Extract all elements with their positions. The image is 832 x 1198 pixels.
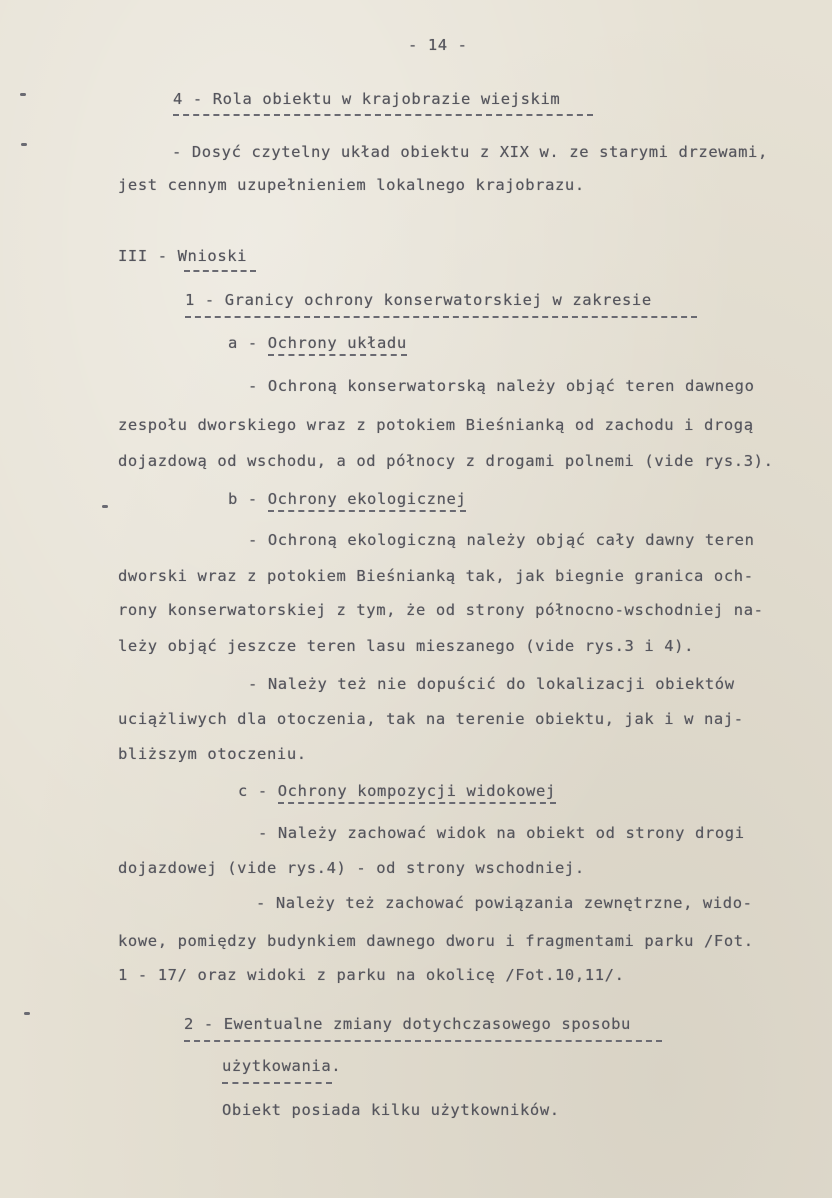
subsection-2-underline-1 (184, 1040, 662, 1042)
point-b-letter: b - (228, 490, 268, 508)
point-b-line-3: rony konserwatorskiej z tym, że od strony północno-wschodniej na- (118, 601, 764, 619)
section-4-title: Rola obiektu w krajobrazie wiejskim (212, 90, 561, 108)
point-a-line-3: dojazdową od wschodu, a od północy z drogami polnemi (vide rys.3). (118, 452, 774, 470)
section-3-underline (184, 270, 256, 272)
section-4-heading (173, 90, 560, 108)
point-a-line-1: - Ochroną konserwatorską należy objąć teren dawnego (248, 377, 755, 395)
section-3-heading (118, 247, 247, 265)
point-c-line-2: dojazdowej (vide rys.4) - od strony wschodniej. (118, 859, 585, 877)
point-b-line-7: bliższym otoczeniu. (118, 745, 307, 763)
section-4-number: 4 - (173, 90, 213, 108)
point-c-title: Ochrony kompozycji widokowej (278, 782, 556, 804)
subsection-2-underline-2 (222, 1082, 332, 1084)
point-b-line-1: - Ochroną ekologiczną należy objąć cały dawny teren (248, 531, 755, 549)
subsection-2-text: Obiekt posiada kilku użytkowników. (222, 1101, 560, 1119)
point-a-title: Ochrony układu (268, 334, 407, 356)
section-4-underline (173, 114, 593, 116)
subsection-1-heading: 1 - Granicy ochrony konserwatorskiej w zakresie (185, 291, 652, 309)
section-4-text-line-1: - Dosyć czytelny układ obiektu z XIX w. ze starymi drzewami, (172, 143, 768, 161)
scan-mark (21, 143, 27, 146)
subsection-2-title-line-1: Ewentualne zmiany dotychczasowego sposobu (223, 1015, 631, 1033)
section-4-text-line-2: jest cennym uzupełnieniem lokalnego krajobrazu. (118, 176, 585, 194)
subsection-2-title-line-2: użytkowania. (222, 1057, 342, 1075)
point-c-line-5: 1 - 17/ oraz widoki z parku na okolicę /Fot.10,11/. (118, 966, 625, 984)
scan-mark (20, 93, 26, 96)
section-3-numeral: III - (118, 247, 178, 265)
point-b-title: Ochrony ekologicznej (268, 490, 467, 512)
subsection-2-heading (184, 1015, 631, 1033)
point-c-letter: c - (238, 782, 278, 800)
point-b-heading (228, 490, 466, 508)
point-a-letter: a - (228, 334, 268, 352)
point-c-line-4: kowe, pomiędzy budynkiem dawnego dworu i fragmentami parku /Fot. (118, 932, 754, 950)
point-b-line-2: dworski wraz z potokiem Bieśnianką tak, jak biegnie granica och- (118, 567, 754, 585)
subsection-2-number: 2 - (184, 1015, 224, 1033)
point-c-heading (238, 782, 556, 800)
subsection-1-underline (185, 316, 697, 318)
point-a-line-2: zespołu dworskiego wraz z potokiem Bieśnianką od zachodu i drogą (118, 416, 754, 434)
point-b-line-6: uciążliwych dla otoczenia, tak na terenie obiektu, jak i w naj- (118, 710, 744, 728)
scan-mark (102, 505, 108, 508)
point-b-line-5: - Należy też nie dopuścić do lokalizacji obiektów (248, 675, 735, 693)
point-c-line-1: - Należy zachować widok na obiekt od strony drogi (258, 824, 745, 842)
scan-mark (24, 1012, 30, 1015)
point-b-line-4: leży objąć jeszcze teren lasu mieszanego (vide rys.3 i 4). (118, 637, 695, 655)
point-c-line-3: - Należy też zachować powiązania zewnętrzne, wido- (256, 894, 753, 912)
point-a-heading (228, 334, 407, 352)
section-3-title: Wnioski (177, 247, 248, 265)
page-number: - 14 - (408, 36, 468, 54)
